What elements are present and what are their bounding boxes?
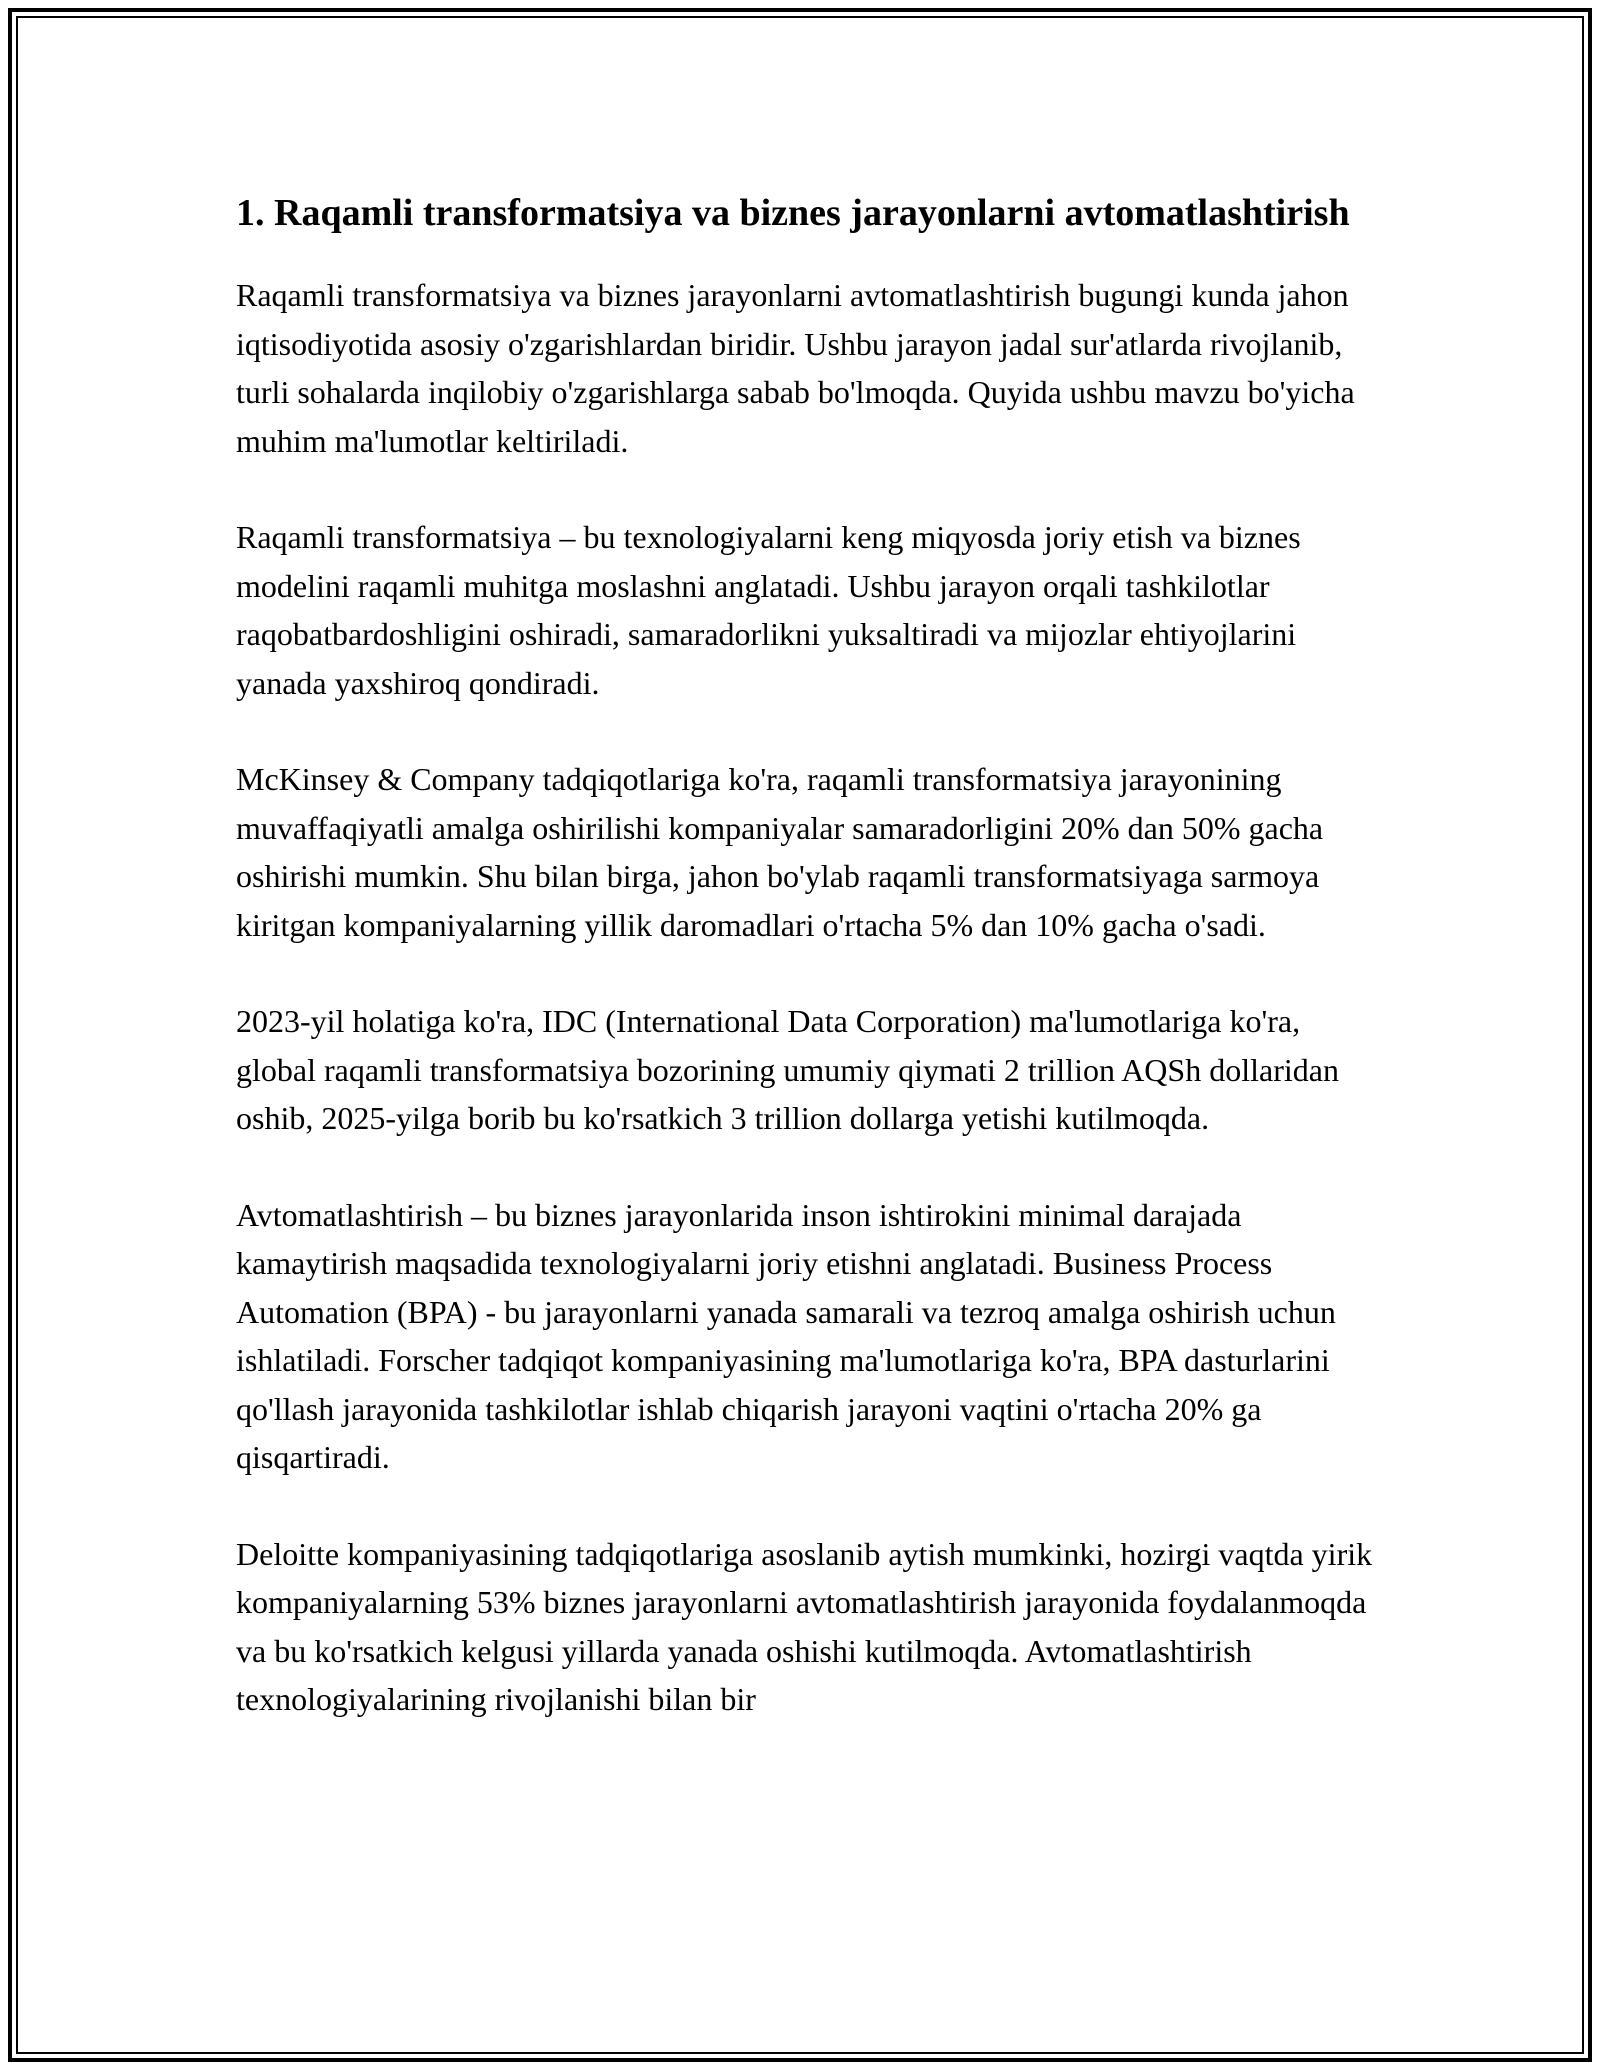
paragraph-intro: Raqamli transformatsiya va biznes jarayonlarni avtomatlashtirish bugungi kunda jahon iqtisodiyotida asosiy o'zgarishlardan biridir. Ushbu jarayon jadal sur'atlarda rivojlanib, turli sohalarda inqilobiy o'zgarishlarga sabab bo'lmoqda. Quyida ushbu mavzu bo'yicha muhim ma'lumotlar keltiriladi. bbox=[236, 277, 1355, 459]
section-heading: 1. Raqamli transformatsiya va biznes jarayonlarni avtomatlashtirish bbox=[236, 192, 1350, 234]
paragraph-mckinsey-research: McKinsey & Company tadqiqotlariga ko'ra, raqamli transformatsiya jarayonining muvaffaqiyatli amalga oshirilishi kompaniyalar samaradorligini 20% dan 50% gacha oshirishi mumkin. Shu bilan birga, jahon bo'ylab raqamli transformatsiyaga sarmoya kiritgan kompaniyalarning yillik daromadlari o'rtacha 5% dan 10% gacha o'sadi. bbox=[236, 761, 1324, 943]
paragraph-deloitte-research: Deloitte kompaniyasining tadqiqotlariga asoslanib aytish mumkinki, hozirgi vaqtda yirik kompaniyalarning 53% biznes jarayonlarni avtomatlashtirish jarayonida foydalanmoqda va bu ko'rsatkich kelgusi yillarda yanada oshishi kutilmoqda. Avtomatlashtirish texnologiyalarining rivojlanishi bilan bir bbox=[236, 1535, 1373, 1717]
paragraph-digital-transformation-definition: Raqamli transformatsiya – bu texnologiyalarni keng miqyosda joriy etish va biznes modelini raqamli muhitga moslashni anglatadi. Ushbu jarayon orqali tashkilotlar raqobatbardoshligini oshiradi, samaradorlikni yuksaltiradi va mijozlar ehtiyojlarini yanada yaxshiroq qondiradi. bbox=[236, 519, 1301, 701]
paragraph-automation-definition: Avtomatlashtirish – bu biznes jarayonlarida inson ishtirokini minimal darajada kamaytirish maqsadida texnologiyalarni joriy etishni anglatadi. Business Process Automation (BPA) - bu jarayonlarni yanada samarali va tezroq amalga oshirish uchun ishlatiladi. Forscher tadqiqot kompaniyasining ma'lumotlariga ko'ra, BPA dasturlarini qo'llash jarayonida tashkilotlar ishlab chiqarish jarayoni vaqtini o'rtacha 20% ga qisqartiradi. bbox=[236, 1196, 1336, 1475]
document-body bbox=[236, 186, 1376, 1772]
paragraph-idc-market-value: 2023-yil holatiga ko'ra, IDC (International Data Corporation) ma'lumotlariga ko'ra, global raqamli transformatsiya bozorining umumiy qiymati 2 trillion AQSh dollaridan oshib, 2025-yilga borib bu ko'rsatkich 3 trillion dollarga yetishi kutilmoqda. bbox=[236, 1003, 1339, 1136]
